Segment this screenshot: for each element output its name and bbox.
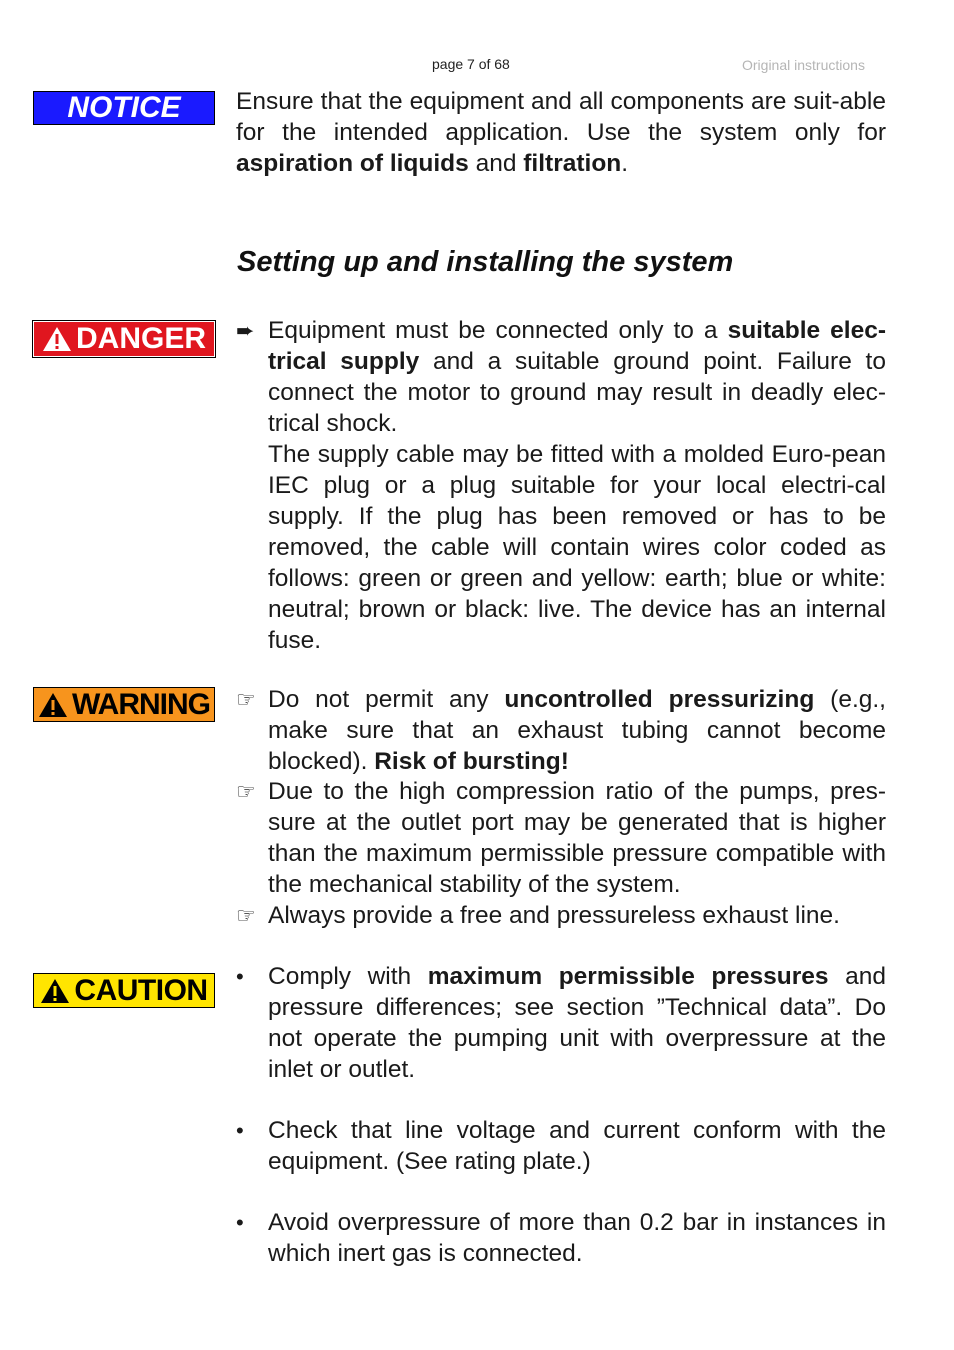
caution-item-3: [236, 1207, 886, 1269]
pointing-hand-icon: ☞: [236, 903, 256, 928]
notice-text-part: .: [621, 150, 629, 177]
warning-item-1: [236, 684, 886, 777]
warning-bold-pressurizing: uncontrolled pressurizing: [504, 686, 815, 713]
notice-label-text: NOTICE: [67, 91, 181, 124]
warning-triangle-icon: [40, 978, 70, 1004]
notice-bold-aspiration: aspiration of liquids: [236, 150, 469, 177]
danger-text-part: and a suitable ground point. Failure to connect the motor to ground may result in deadly elec-trical shock.: [268, 348, 886, 437]
caution-text-part: Comply with: [268, 963, 428, 990]
danger-label-text: DANGER: [75, 322, 206, 355]
caution-text-part: Avoid overpressure of more than 0.2 bar in instances in which inert gas is connected.: [268, 1209, 886, 1267]
warning-label-text: WARNING: [72, 687, 210, 721]
danger-text-cable: The supply cable may be fitted with a molded Euro-pean IEC plug or a plug suitable for your local electri-cal supply. If the plug has been removed or has to be removed, the cable will contain wires color coded as follows: green or green and yellow: earth; blue or white: neutral; brown or black: live. The device has an internal fuse.: [268, 441, 886, 654]
warning-item-2: [236, 776, 886, 900]
warning-text-part: (e.g., make sure that an exhaust tubing cannot become blocked).: [268, 686, 886, 775]
warning-triangle-icon: [42, 326, 72, 352]
caution-text-part: Check that line voltage and current conform with the equipment. (See rating plate.): [268, 1117, 886, 1175]
notice-text-part: and: [468, 150, 524, 177]
bullet-icon: •: [236, 1210, 244, 1235]
pointing-hand-icon: ☞: [236, 687, 256, 712]
page-number: page 7 of 68: [432, 56, 510, 72]
danger-label: [33, 321, 215, 357]
bullet-icon: •: [236, 964, 244, 989]
danger-bold-supply: suitable elec-trical supply: [268, 317, 887, 375]
caution-text-part: and pressure differences; see section ”Technical data”. Do not operate the pumping unit with overpressure at the inlet or outlet.: [268, 963, 887, 1083]
warning-bold-risk: Risk of bursting!: [374, 748, 569, 775]
danger-item: [236, 315, 886, 656]
notice-bold-filtration: filtration: [523, 150, 622, 177]
caution-item-2: [236, 1115, 886, 1177]
warning-label: [33, 687, 215, 722]
notice-text: [236, 86, 886, 179]
section-title: Setting up and installing the system: [237, 246, 734, 278]
arrow-icon: ➨: [236, 318, 255, 343]
notice-text-part: Ensure that the equipment and all components are suit-able for the intended application. Use the system only for: [236, 88, 886, 146]
warning-text-part: Due to the high compression ratio of the pumps, pres-sure at the outlet port may be generated that is higher than the maximum permissible pressure compatible with the mechanical stability of the system.: [268, 778, 886, 898]
warning-item-3: [236, 900, 886, 931]
pointing-hand-icon: ☞: [236, 779, 256, 804]
caution-label-text: CAUTION: [74, 973, 208, 1007]
document-type: Original instructions: [742, 57, 865, 73]
caution-label: [33, 973, 215, 1008]
caution-item-1: [236, 961, 886, 1085]
danger-text-part: Equipment must be connected only to a: [268, 317, 728, 344]
warning-text-part: Do not permit any: [268, 686, 505, 713]
notice-label: [33, 91, 215, 125]
caution-bold-pressures: maximum permissible pressures: [427, 963, 829, 990]
warning-text-part: Always provide a free and pressureless exhaust line.: [268, 902, 840, 929]
warning-triangle-icon: [38, 692, 68, 718]
bullet-icon: •: [236, 1118, 244, 1143]
